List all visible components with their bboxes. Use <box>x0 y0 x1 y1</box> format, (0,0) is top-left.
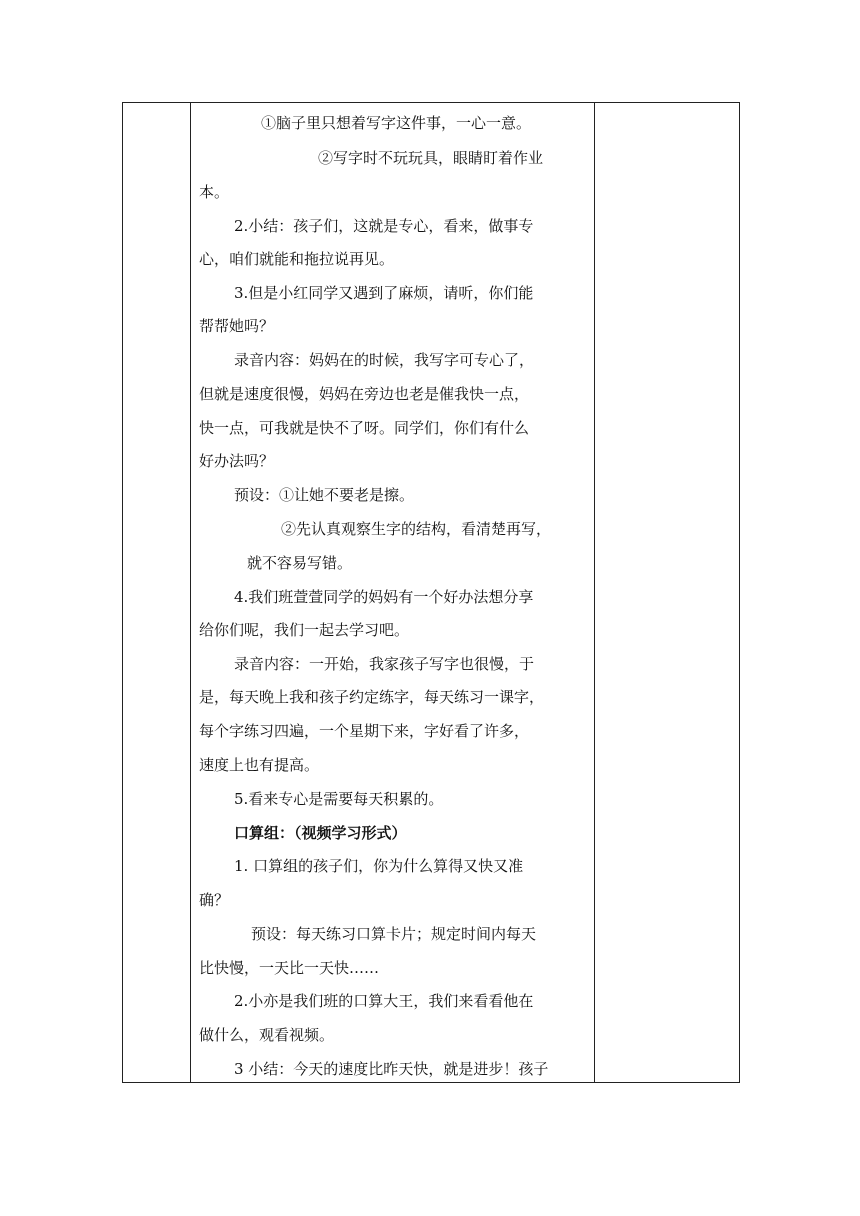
left-column-cell <box>123 103 191 1083</box>
text-line: 5.看来专心是需要每天积累的。 <box>234 790 444 808</box>
text-line: 2.小亦是我们班的口算大王，我们来看看他在 <box>234 992 534 1010</box>
text-line: 好办法吗？ <box>199 452 275 470</box>
text-line: 2.小结：孩子们，这就是专心，看来，做事专 <box>234 217 534 235</box>
text-line: 心，咱们就能和拖拉说再见。 <box>199 250 395 268</box>
text-line: 每个字练习四遍，一个星期下来，字好看了许多， <box>199 722 530 740</box>
text-line: 做什么，观看视频。 <box>199 1026 335 1044</box>
text-line: ②先认真观察生字的结构，看清楚再写， <box>281 520 552 538</box>
text-line: 就不容易写错。 <box>247 554 353 572</box>
text-line: 1. 口算组的孩子们，你为什么算得又快又准 <box>234 857 524 875</box>
text-line: 口算组：（视频学习形式） <box>234 824 407 842</box>
lesson-table <box>122 102 740 1083</box>
text-line: 4.我们班萱萱同学的妈妈有一个好办法想分享 <box>234 588 534 606</box>
text-line: 预设：每天练习口算卡片；规定时间内每天 <box>251 925 537 943</box>
right-column-cell <box>595 103 740 1083</box>
table-row <box>123 103 740 1083</box>
text-line: 确？ <box>199 891 230 909</box>
text-line: 是，每天晚上我和孩子约定练字，每天练习一课字， <box>199 688 545 706</box>
content-cell <box>191 103 595 1083</box>
text-line: 快一点，可我就是快不了呀。同学们，你们有什么 <box>199 419 530 437</box>
text-line: 3 小结：今天的速度比昨天快，就是进步！孩子 <box>234 1060 549 1078</box>
text-line: 给你们呢，我们一起去学习吧。 <box>199 621 410 639</box>
text-line: 比快慢，一天比一天快…… <box>199 959 380 977</box>
text-line: 速度上也有提高。 <box>199 756 320 774</box>
text-line: 帮帮她吗？ <box>199 317 275 335</box>
text-line: 3.但是小红同学又遇到了麻烦，请听，你们能 <box>234 284 534 302</box>
text-line: 预设：①让她不要老是擦。 <box>234 486 415 504</box>
text-line: ②写字时不玩玩具，眼睛盯着作业 <box>318 149 544 167</box>
text-line: 本。 <box>199 183 230 201</box>
text-line: 但就是速度很慢，妈妈在旁边也老是催我快一点， <box>199 385 530 403</box>
text-line: ①脑子里只想着写字这件事，一心一意。 <box>261 114 532 132</box>
text-line: 录音内容：妈妈在的时候，我写字可专心了， <box>234 351 535 369</box>
text-line: 录音内容：一开始，我家孩子写字也很慢，于 <box>234 655 535 673</box>
lesson-content <box>191 103 594 1082</box>
